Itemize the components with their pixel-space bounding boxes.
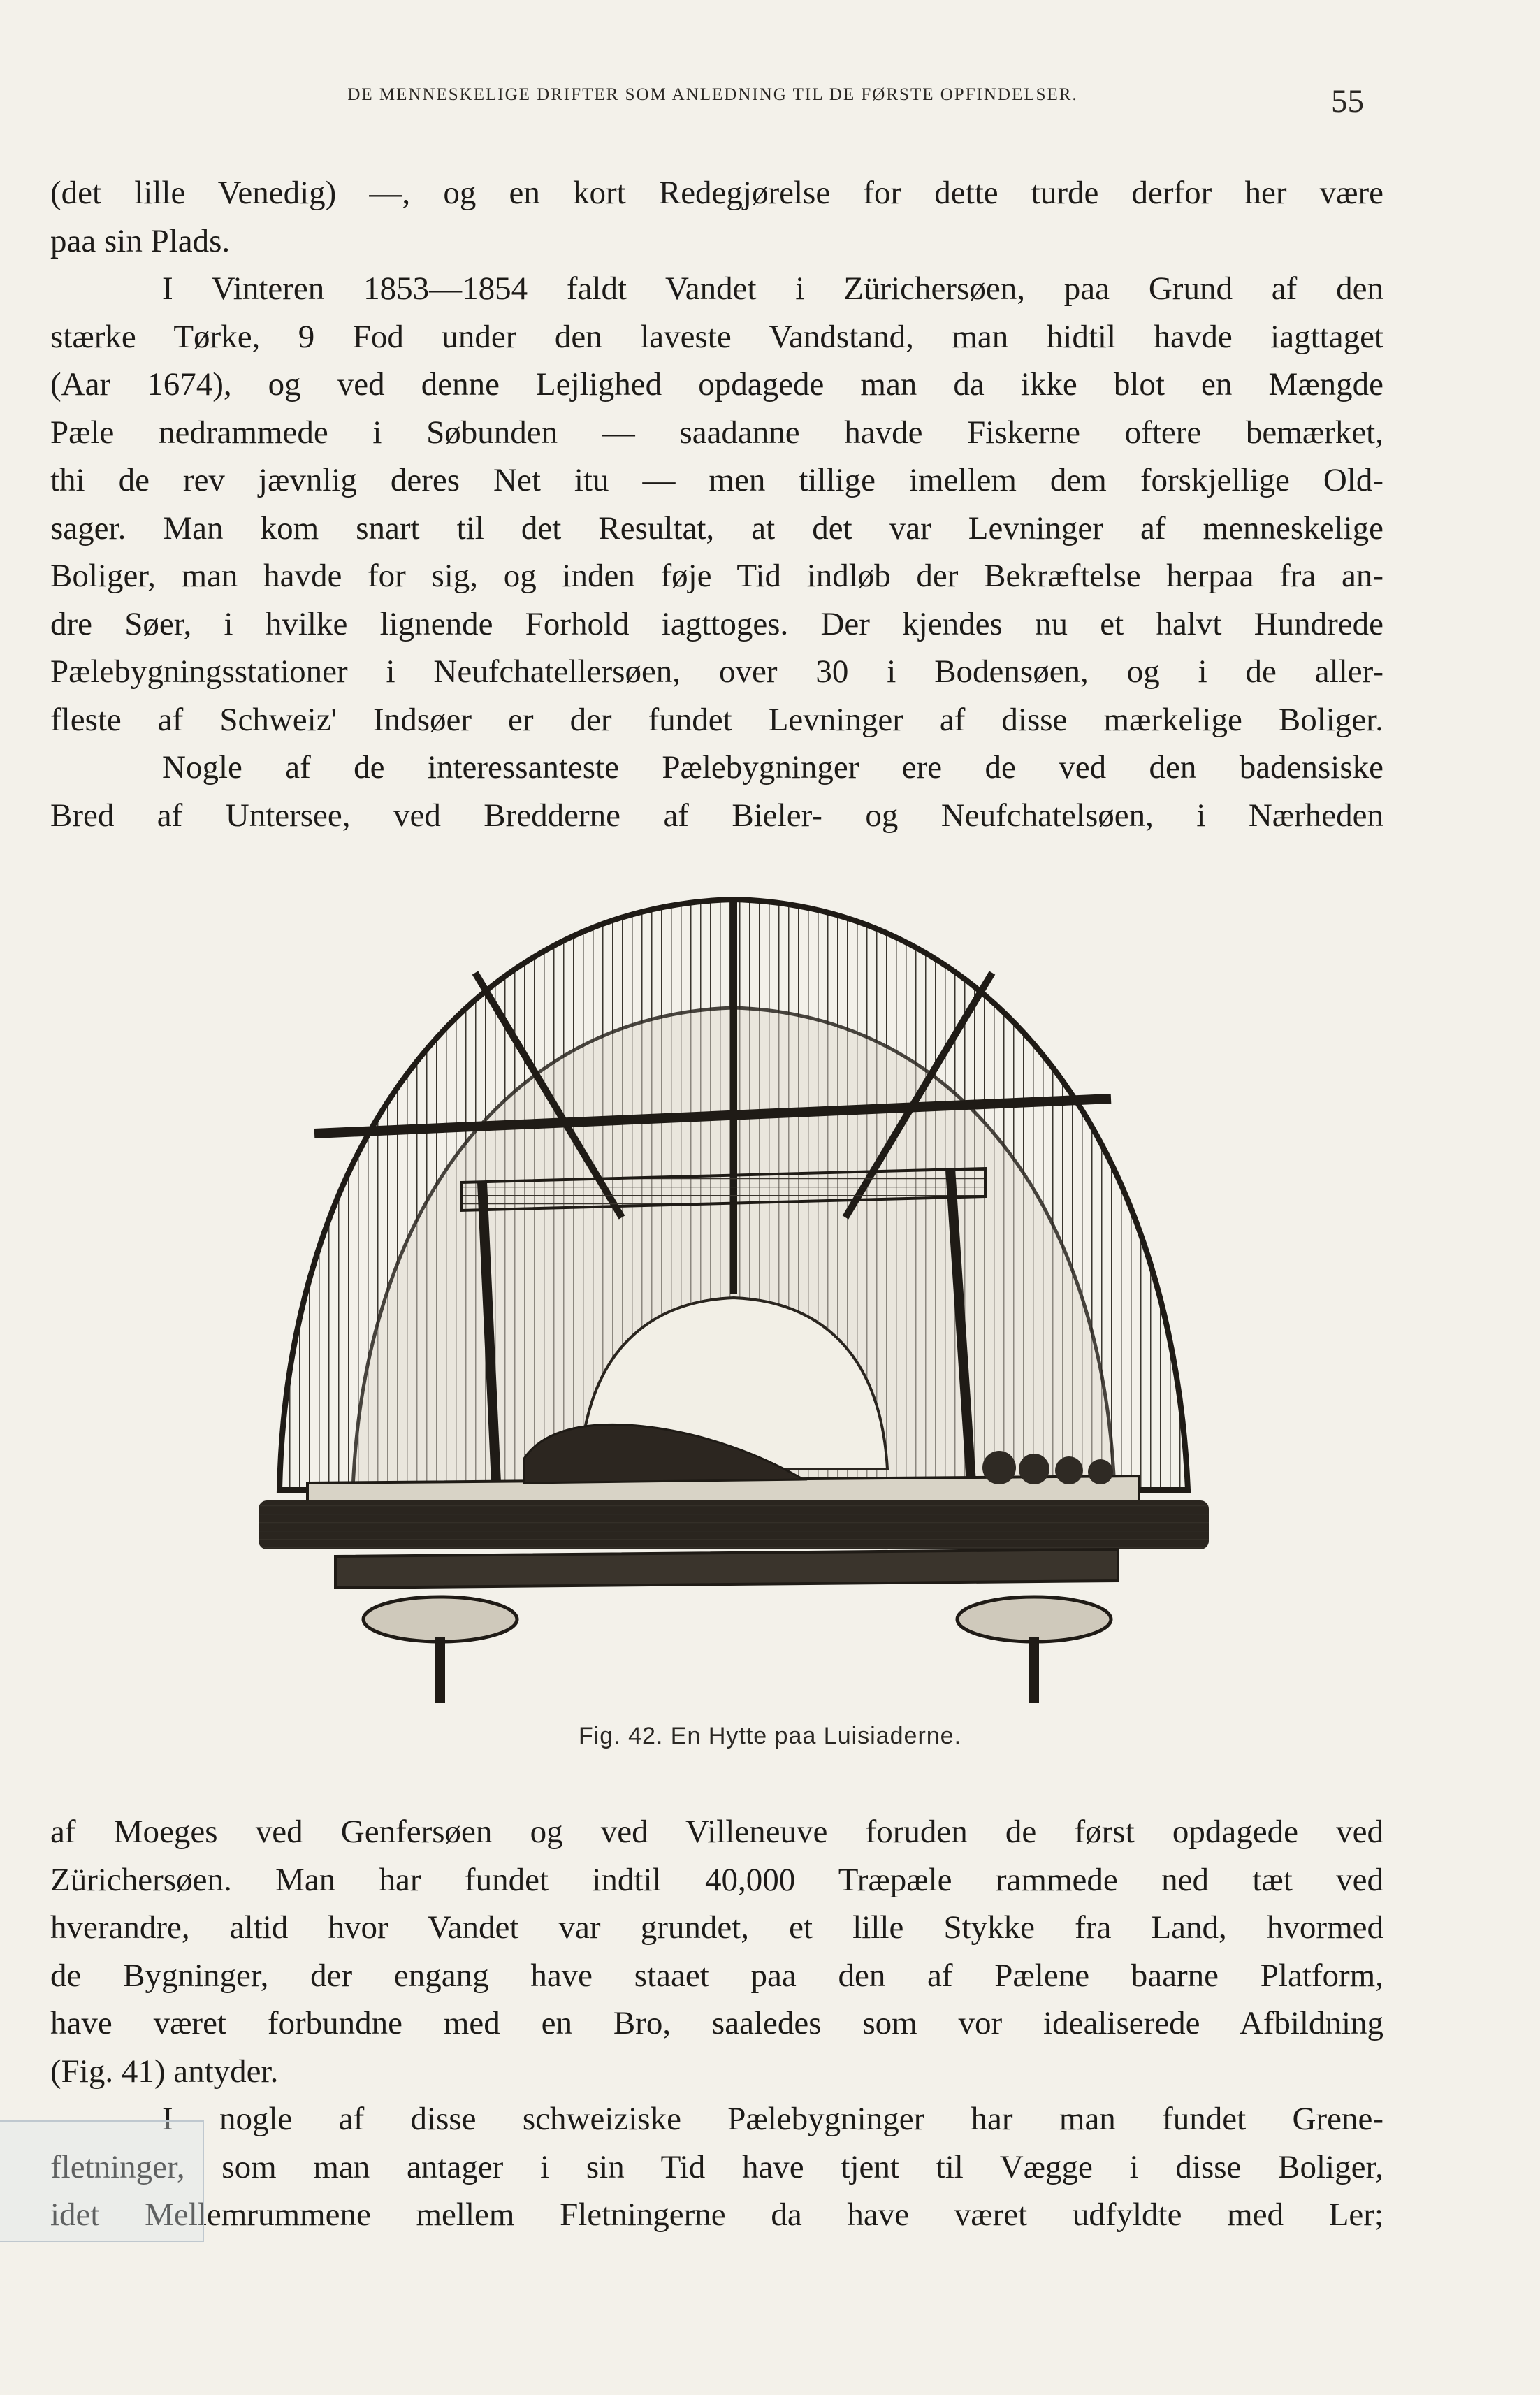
body-text-bottom	[50, 1808, 1383, 2239]
text-line: sager. Man kom snart til det Resultat, at det var Levninger af menneskelige	[50, 509, 1383, 547]
text-line: de Bygninger, der engang have staaet paa den af Pælene baarne Platform,	[50, 1957, 1383, 1994]
text-line: Bred af Untersee, ved Bredderne af Bieler- og Neufchatelsøen, i Nærheden	[50, 797, 1383, 834]
text-line: af Moeges ved Genfersøen og ved Villeneuve foruden de først opdagede ved	[50, 1814, 1383, 1850]
text-line: stærke Tørke, 9 Fod under den laveste Vandstand, man hidtil havde iagttaget	[50, 318, 1383, 355]
text-line: dre Søer, i hvilke lignende Forhold iagttoges. Der kjendes nu et halvt Hundrede	[50, 605, 1383, 642]
body-text-top	[50, 169, 1383, 839]
text-line: idet Mellemrummene mellem Fletningerne da have været udfyldte med Ler;	[50, 2197, 1383, 2233]
text-line: I Vinteren 1853—1854 faldt Vandet i Zürichersøen, paa Grund af den	[162, 270, 1383, 307]
hut-illustration	[231, 868, 1223, 1707]
figure-caption: Fig. 42. En Hytte paa Luisiaderne.	[578, 1723, 962, 1749]
text-line: (Aar 1674), og ved denne Lejlighed opdagede man da ikke blot en Mængde	[50, 366, 1383, 403]
text-line: Zürichersøen. Man har fundet indtil 40,000 Træpæle rammede ned tæt ved	[50, 1861, 1383, 1898]
page-number: 55	[1331, 83, 1364, 120]
text-line: have været forbundne med en Bro, saaledes som vor idealiserede Afbildning	[50, 2005, 1383, 2041]
text-line: fletninger, som man antager i sin Tid have tjent til Vægge i disse Boliger,	[50, 2148, 1383, 2185]
text-line: thi de rev jævnlig deres Net itu — men tillige imellem dem forskjellige Old-	[50, 462, 1383, 498]
text-line: Pælebygningsstationer i Neufchatellersøen, over 30 i Bodensøen, og i de aller-	[50, 653, 1383, 690]
text-line: (det lille Venedig) —, og en kort Redegjørelse for dette turde derfor her være	[50, 175, 1383, 211]
text-line: Nogle af de interessanteste Pælebygninger ere de ved den badensiske	[162, 749, 1383, 786]
running-title: DE MENNESKELIGE DRIFTER SOM ANLEDNING TIL DE FØRSTE OPFINDELSER.	[347, 85, 1078, 104]
text-line: (Fig. 41) antyder.	[50, 2053, 279, 2090]
text-line: hverandre, altid hvor Vandet var grundet, et lille Stykke fra Land, hvormed	[50, 1909, 1383, 1946]
text-line: fleste af Schweiz' Indsøer er der fundet Levninger af disse mærkelige Boliger.	[50, 701, 1383, 738]
library-label	[0, 2120, 204, 2242]
text-line: paa sin Plads.	[50, 222, 231, 259]
text-line: Pæle nedrammede i Søbunden — saadanne havde Fiskerne oftere bemærket,	[50, 414, 1383, 451]
text-line: I nogle af disse schweiziske Pælebygninger har man fundet Grene-	[162, 2101, 1383, 2137]
text-line: Boliger, man havde for sig, og inden føje Tid indløb der Bekræftelse herpaa fra an-	[50, 558, 1383, 594]
